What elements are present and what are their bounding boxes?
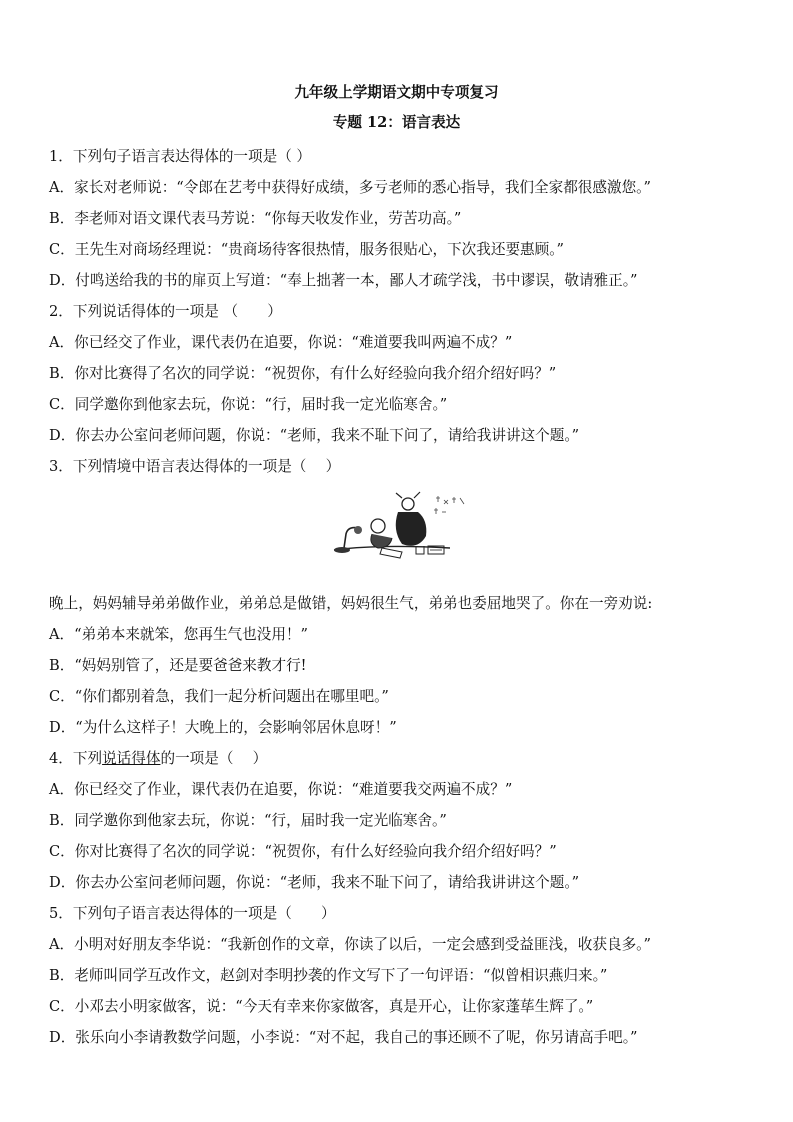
question-5-option-c: C．小邓去小明家做客，说：“今天有幸来你家做客，真是开心，让你家蓬荜生辉了。” — [49, 998, 594, 1015]
page-subtitle: 专题 12：语言表达 — [332, 114, 461, 131]
question-4-option-d: D．你去办公室问老师问题，你说：“老师，我来不耻下问了，请给我讲讲这个题。” — [49, 874, 580, 891]
question-5-option-a: A．小明对好朋友李华说：“我新创作的文章，你读了以后，一定会感到受益匪浅，收获良多。” — [49, 936, 651, 953]
question-2-stem: 2．下列说话得体的一项是 （ ） — [49, 303, 282, 320]
question-3-stem: 3．下列情境中语言表达得体的一项是（ ） — [49, 458, 341, 475]
question-2-option-c: C．同学邀你到他家去玩，你说：“行，届时我一定光临寒舍。” — [49, 396, 448, 413]
question-3-option-a: A．“弟弟本来就笨，您再生气也没用！” — [49, 626, 308, 643]
question-1-option-b: B．李老师对语文课代表马芳说：“你每天收发作业，劳苦功高。” — [49, 210, 462, 227]
question-1-option-d: D．付鸣送给我的书的扉页上写道：“奉上拙著一本，鄙人才疏学浅，书中谬误，敬请雅正。” — [49, 272, 638, 289]
page-title: 九年级上学期语文期中专项复习 — [294, 84, 499, 101]
question-3-option-b: B．“妈妈别管了，还是要爸爸来教才行! — [49, 657, 307, 674]
question-2-option-b: B．你对比赛得了名次的同学说：“祝贺你，有什么好经验向我介绍介绍好吗？” — [49, 365, 557, 382]
question-3-context: 晚上，妈妈辅导弟弟做作业，弟弟总是做错，妈妈很生气，弟弟也委屈地哭了。你在一旁劝说: — [49, 595, 653, 612]
question-4-stem-prefix: 4．下列 — [49, 750, 103, 767]
question-4-option-a: A．你已经交了作业，课代表仍在追要，你说：“难道要我交两遍不成？” — [49, 781, 513, 798]
question-2-option-d: D．你去办公室问老师问题，你说：“老师，我来不耻下问了，请给我讲讲这个题。” — [49, 427, 580, 444]
question-4-option-c: C．你对比赛得了名次的同学说：“祝贺你，有什么好经验向我介绍介绍好吗？” — [49, 843, 557, 860]
question-1-stem: 1．下列句子语言表达得体的一项是（ ） — [49, 148, 312, 165]
question-2-option-a: A．你已经交了作业，课代表仍在追要，你说：“难道要我叫两遍不成？” — [49, 334, 513, 351]
question-1-option-a: A．家长对老师说：“令郎在艺考中获得好成绩，多亏老师的悉心指导，我们全家都很感激您。” — [49, 179, 651, 196]
question-4-stem-underlined: 说话得体 — [102, 750, 161, 767]
question-5-option-b: B．老师叫同学互改作文，赵剑对李明抄袭的作文写下了一句评语：“似曾相识燕归来。” — [49, 967, 608, 984]
question-4-option-b: B．同学邀你到他家去玩，你说：“行，届时我一定光临寒舍。” — [49, 812, 447, 829]
question-3-option-c: C．“你们都别着急，我们一起分析问题出在哪里吧。” — [49, 688, 389, 705]
question-4-stem — [49, 749, 267, 769]
question-1-option-c: C．王先生对商场经理说：“贵商场待客很热情，服务很贴心，下次我还要惠顾。” — [49, 241, 564, 258]
cartoon-illustration-icon — [330, 490, 470, 570]
question-5-stem: 5．下列句子语言表达得体的一项是（ ） — [49, 905, 336, 922]
question-3-option-d: D．“为什么这样子！大晚上的，会影响邻居休息呀！” — [49, 719, 397, 736]
question-5-option-d: D．张乐向小李请教数学问题，小李说：“对不起，我自己的事还顾不了呢，你另请高手吧。” — [49, 1029, 638, 1046]
question-4-stem-suffix: 的一项是（ ） — [160, 750, 268, 767]
